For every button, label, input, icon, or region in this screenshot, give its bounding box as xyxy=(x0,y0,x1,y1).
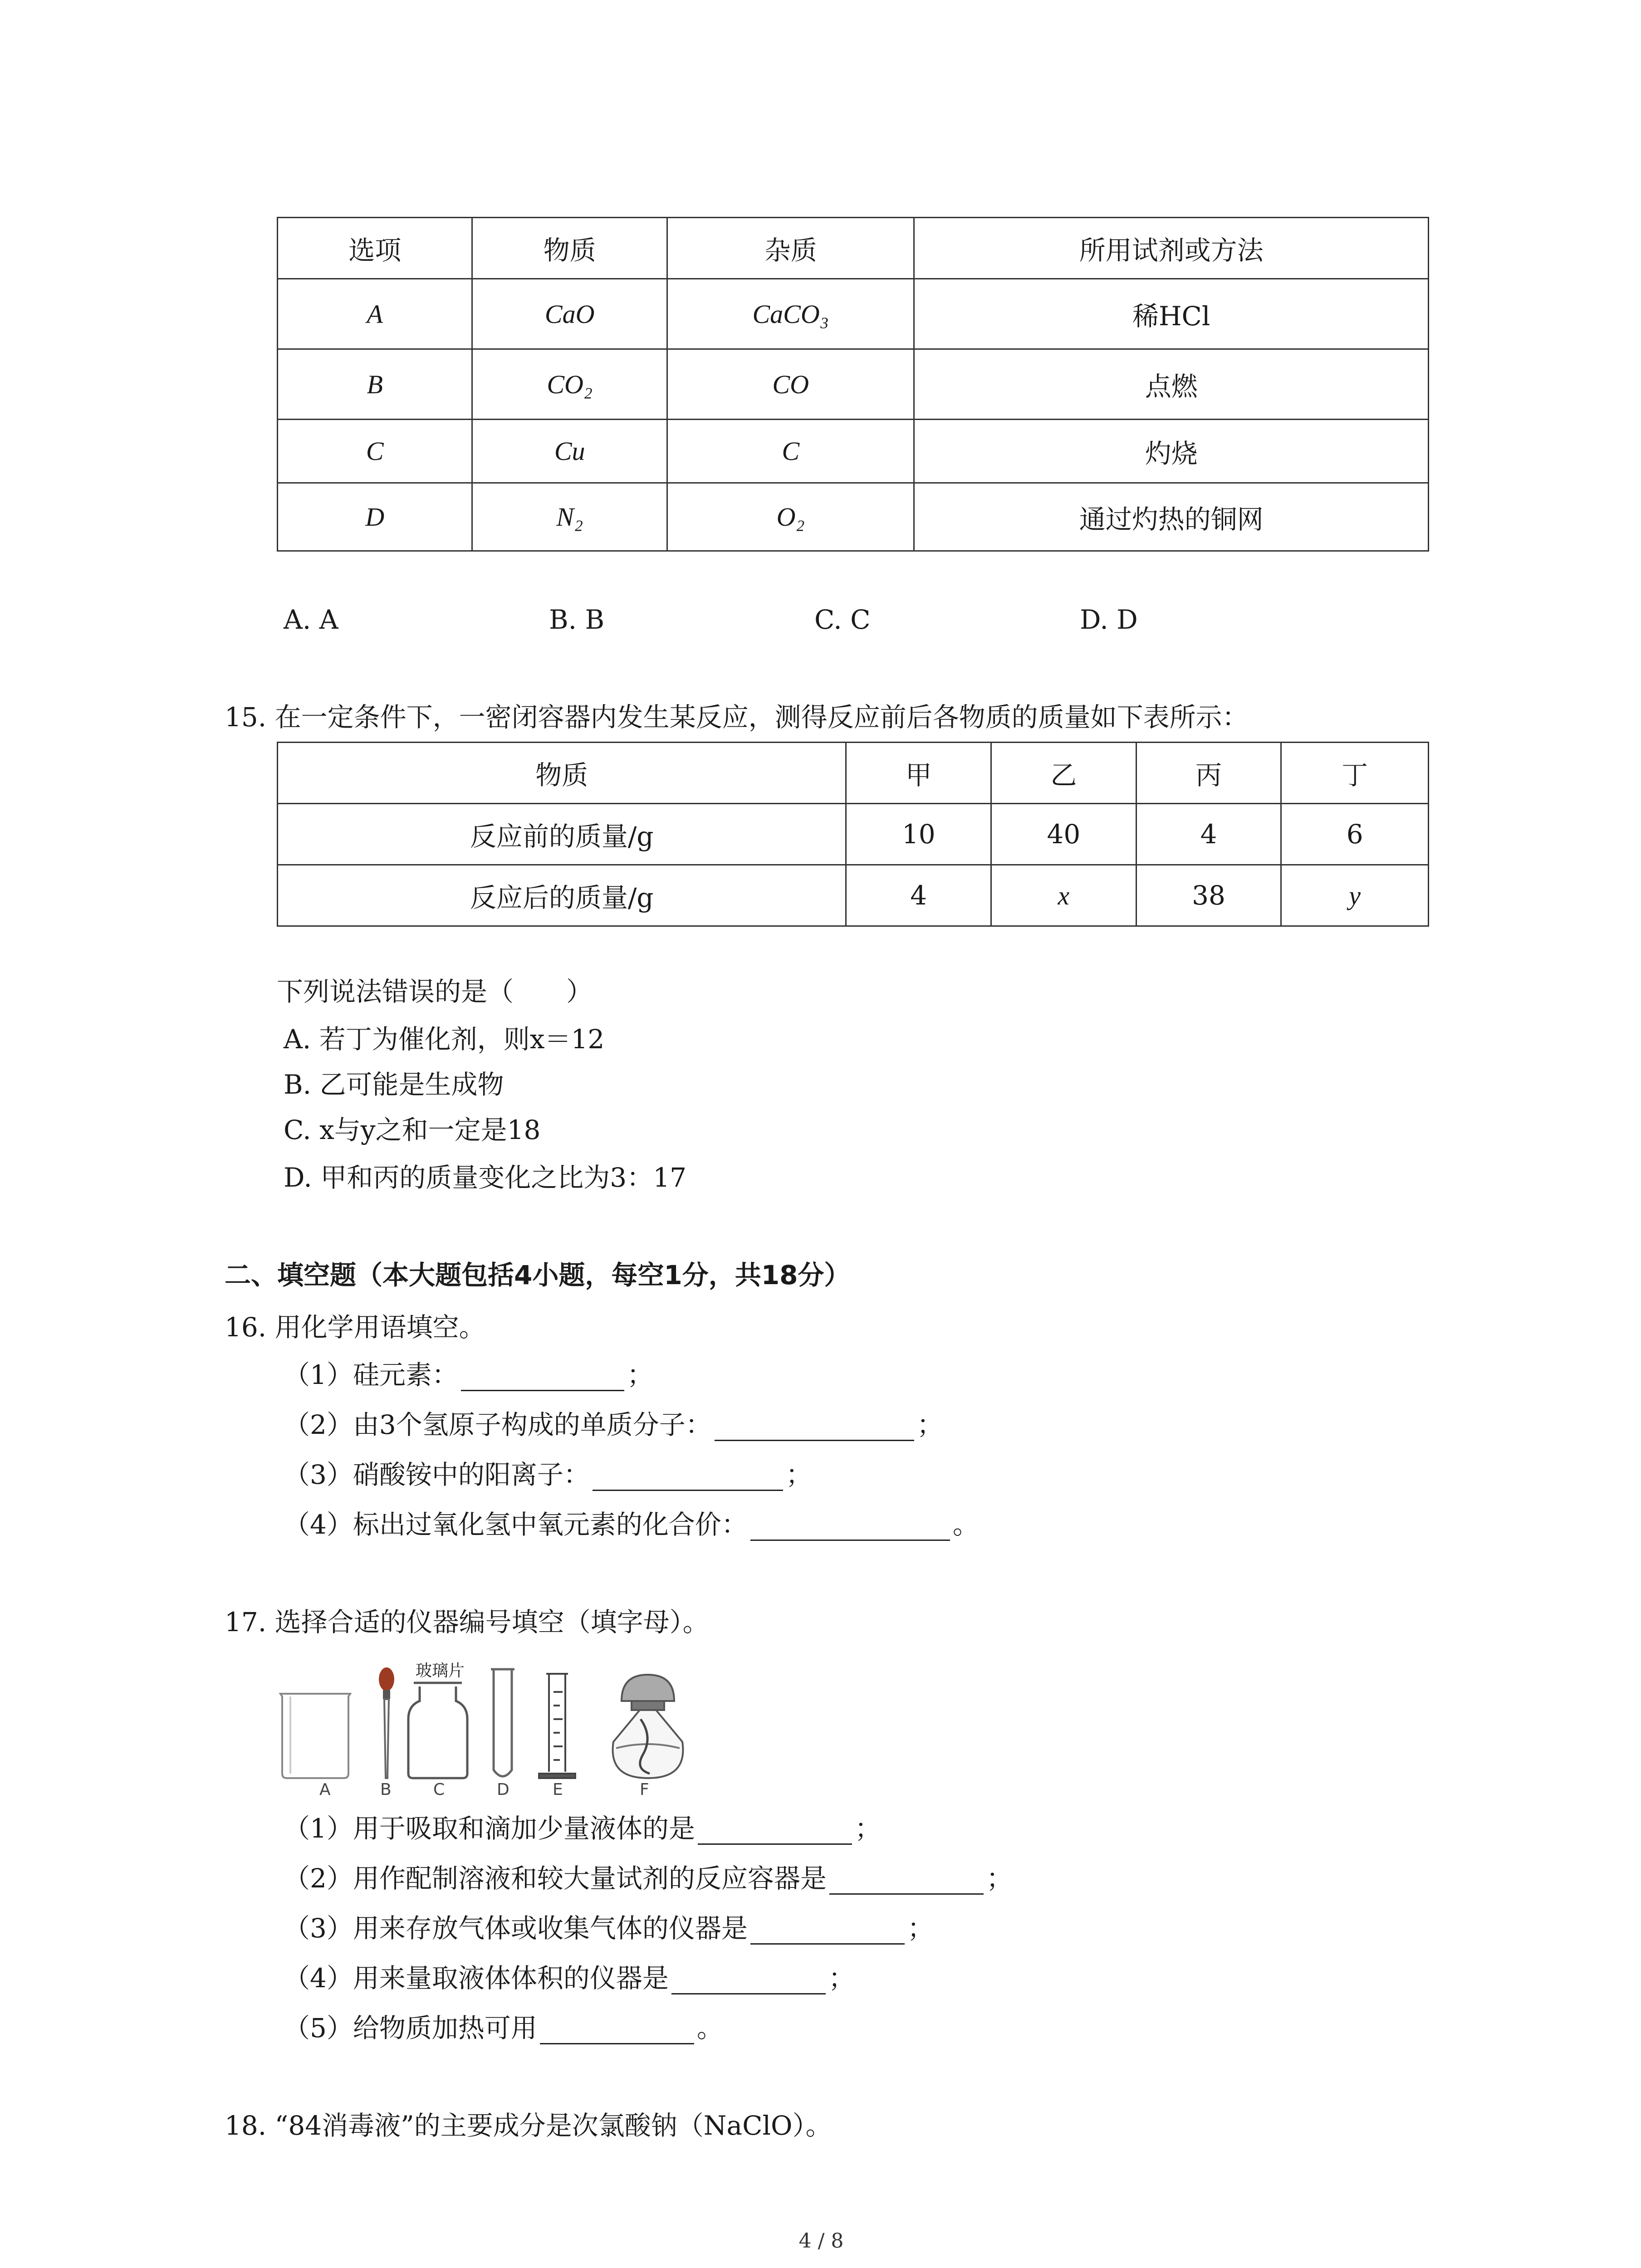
question-17-stem: 17. 选择合适的仪器编号填空（填字母）。 xyxy=(225,1607,709,1637)
question-17-item xyxy=(284,1912,934,1945)
item-text: （2）由3个氢原子构成的单质分子： xyxy=(284,1409,712,1440)
question-16-item xyxy=(284,1359,653,1391)
cell: 4 xyxy=(846,865,991,926)
beaker-icon xyxy=(280,1694,350,1778)
cell: CaCO₃ xyxy=(667,279,914,349)
table-row xyxy=(278,865,1429,926)
question-16-item xyxy=(284,1508,979,1541)
question-16-item xyxy=(284,1458,812,1491)
table-row xyxy=(278,804,1429,865)
question-17-item xyxy=(284,1862,1013,1895)
question-15-prompt: 下列说法错误的是（ ） xyxy=(277,976,593,1007)
mass-table xyxy=(277,742,1429,927)
gas-jar-icon xyxy=(408,1683,467,1778)
item-end: 。 xyxy=(952,1509,979,1540)
cell: 通过灼热的铜网 xyxy=(914,483,1429,551)
cell: CaO xyxy=(472,279,667,349)
item-text: （5）给物质加热可用 xyxy=(284,2013,537,2043)
table-header-row xyxy=(278,743,1429,804)
options-table xyxy=(277,217,1429,552)
answer-blank[interactable] xyxy=(540,2016,694,2044)
table-row xyxy=(278,349,1429,420)
question-18-stem: 18. “84消毒液”的主要成分是次氯酸钠（NaClO）。 xyxy=(225,2110,832,2141)
page-number: 4 / 8 xyxy=(798,2229,844,2253)
measuring-cylinder-icon xyxy=(539,1674,575,1778)
figure-label-d: D xyxy=(497,1780,509,1799)
header-cell: 丙 xyxy=(1136,743,1281,804)
header-cell: 选项 xyxy=(278,218,472,279)
alcohol-lamp-icon xyxy=(613,1675,683,1778)
question-16-stem: 16. 用化学用语填空。 xyxy=(225,1312,485,1343)
header-cell: 丁 xyxy=(1281,743,1429,804)
item-end: 。 xyxy=(696,2013,723,2043)
cell: x xyxy=(991,865,1136,926)
cell: A xyxy=(278,279,472,349)
question-15-option-a: A. 若丁为催化剂，则x＝12 xyxy=(284,1024,605,1055)
cell: 40 xyxy=(991,804,1136,865)
item-end: ； xyxy=(627,1359,653,1390)
cell: 灼烧 xyxy=(914,420,1429,483)
glass-slide-label: 玻璃片 xyxy=(416,1662,465,1680)
item-end: ； xyxy=(916,1409,943,1440)
cell: 稀HCl xyxy=(914,279,1429,349)
cell: C xyxy=(667,420,914,483)
cell: Cu xyxy=(472,420,667,483)
question-17-item xyxy=(284,2012,723,2044)
cell: B xyxy=(278,349,472,420)
header-cell: 所用试剂或方法 xyxy=(914,218,1429,279)
header-cell: 甲 xyxy=(846,743,991,804)
option-b: B. B xyxy=(549,604,605,635)
option-c: C. C xyxy=(814,604,871,635)
header-cell: 物质 xyxy=(278,743,846,804)
table-row xyxy=(278,279,1429,349)
figure-label-e: E xyxy=(553,1780,563,1799)
item-text: （4）标出过氧化氢中氧元素的化合价： xyxy=(284,1509,748,1540)
cell: 6 xyxy=(1281,804,1429,865)
question-15-option-b: B. 乙可能是生成物 xyxy=(284,1069,504,1100)
cell: D xyxy=(278,483,472,551)
option-d: D. D xyxy=(1080,604,1138,635)
cell: 10 xyxy=(846,804,991,865)
cell: CO₂ xyxy=(472,349,667,420)
item-text: （3）用来存放气体或收集气体的仪器是 xyxy=(284,1913,748,1944)
cell: 反应前的质量/g xyxy=(278,804,846,865)
question-17-item xyxy=(284,1962,855,1994)
figure-label-b: B xyxy=(380,1780,392,1799)
test-tube-icon xyxy=(491,1669,514,1776)
cell: 38 xyxy=(1136,865,1281,926)
answer-blank[interactable] xyxy=(593,1462,783,1491)
dropper-icon xyxy=(379,1667,394,1778)
cell: 反应后的质量/g xyxy=(278,865,846,926)
item-text: （4）用来量取液体体积的仪器是 xyxy=(284,1963,669,1994)
answer-blank[interactable] xyxy=(715,1413,914,1441)
answer-blank[interactable] xyxy=(671,1966,826,1994)
option-a: A. A xyxy=(284,604,338,635)
cell: O₂ xyxy=(667,483,914,551)
figure-label-c: C xyxy=(433,1780,445,1799)
cell: y xyxy=(1281,865,1429,926)
item-end: ； xyxy=(828,1963,855,1994)
item-text: （1）硅元素： xyxy=(284,1359,458,1390)
figure-label-a: A xyxy=(319,1780,331,1799)
cell: N₂ xyxy=(472,483,667,551)
table-row xyxy=(278,420,1429,483)
item-end: ； xyxy=(785,1459,812,1490)
item-end: ； xyxy=(854,1813,881,1844)
cell: CO xyxy=(667,349,914,420)
question-15-option-d: D. 甲和丙的质量变化之比为3：17 xyxy=(284,1162,687,1193)
answer-blank[interactable] xyxy=(698,1816,852,1845)
table-row xyxy=(278,483,1429,551)
question-17-item xyxy=(284,1812,881,1845)
answer-blank[interactable] xyxy=(461,1363,624,1391)
figure-label-f: F xyxy=(640,1780,649,1799)
answer-blank[interactable] xyxy=(750,1512,950,1541)
item-end: ； xyxy=(907,1913,934,1944)
cell: 4 xyxy=(1136,804,1281,865)
header-cell: 物质 xyxy=(472,218,667,279)
answer-blank[interactable] xyxy=(750,1916,905,1945)
question-15-option-c: C. x与y之和一定是18 xyxy=(284,1114,541,1145)
question-16-item xyxy=(284,1408,943,1441)
answer-blank[interactable] xyxy=(829,1866,984,1895)
header-cell: 杂质 xyxy=(667,218,914,279)
cell: C xyxy=(278,420,472,483)
header-cell: 乙 xyxy=(991,743,1136,804)
cell: 点燃 xyxy=(914,349,1429,420)
table-header-row xyxy=(278,218,1429,279)
item-text: （3）硝酸铵中的阳离子： xyxy=(284,1459,590,1490)
item-end: ； xyxy=(986,1863,1013,1894)
question-15-stem: 15. 在一定条件下，一密闭容器内发生某反应，测得反应前后各物质的质量如下表所示： xyxy=(225,702,1249,733)
item-text: （1）用于吸取和滴加少量液体的是 xyxy=(284,1813,695,1844)
section-title: 二、填空题（本大题包括4小题，每空1分，共18分） xyxy=(225,1260,851,1290)
item-text: （2）用作配制溶液和较大量试剂的反应容器是 xyxy=(284,1863,827,1894)
